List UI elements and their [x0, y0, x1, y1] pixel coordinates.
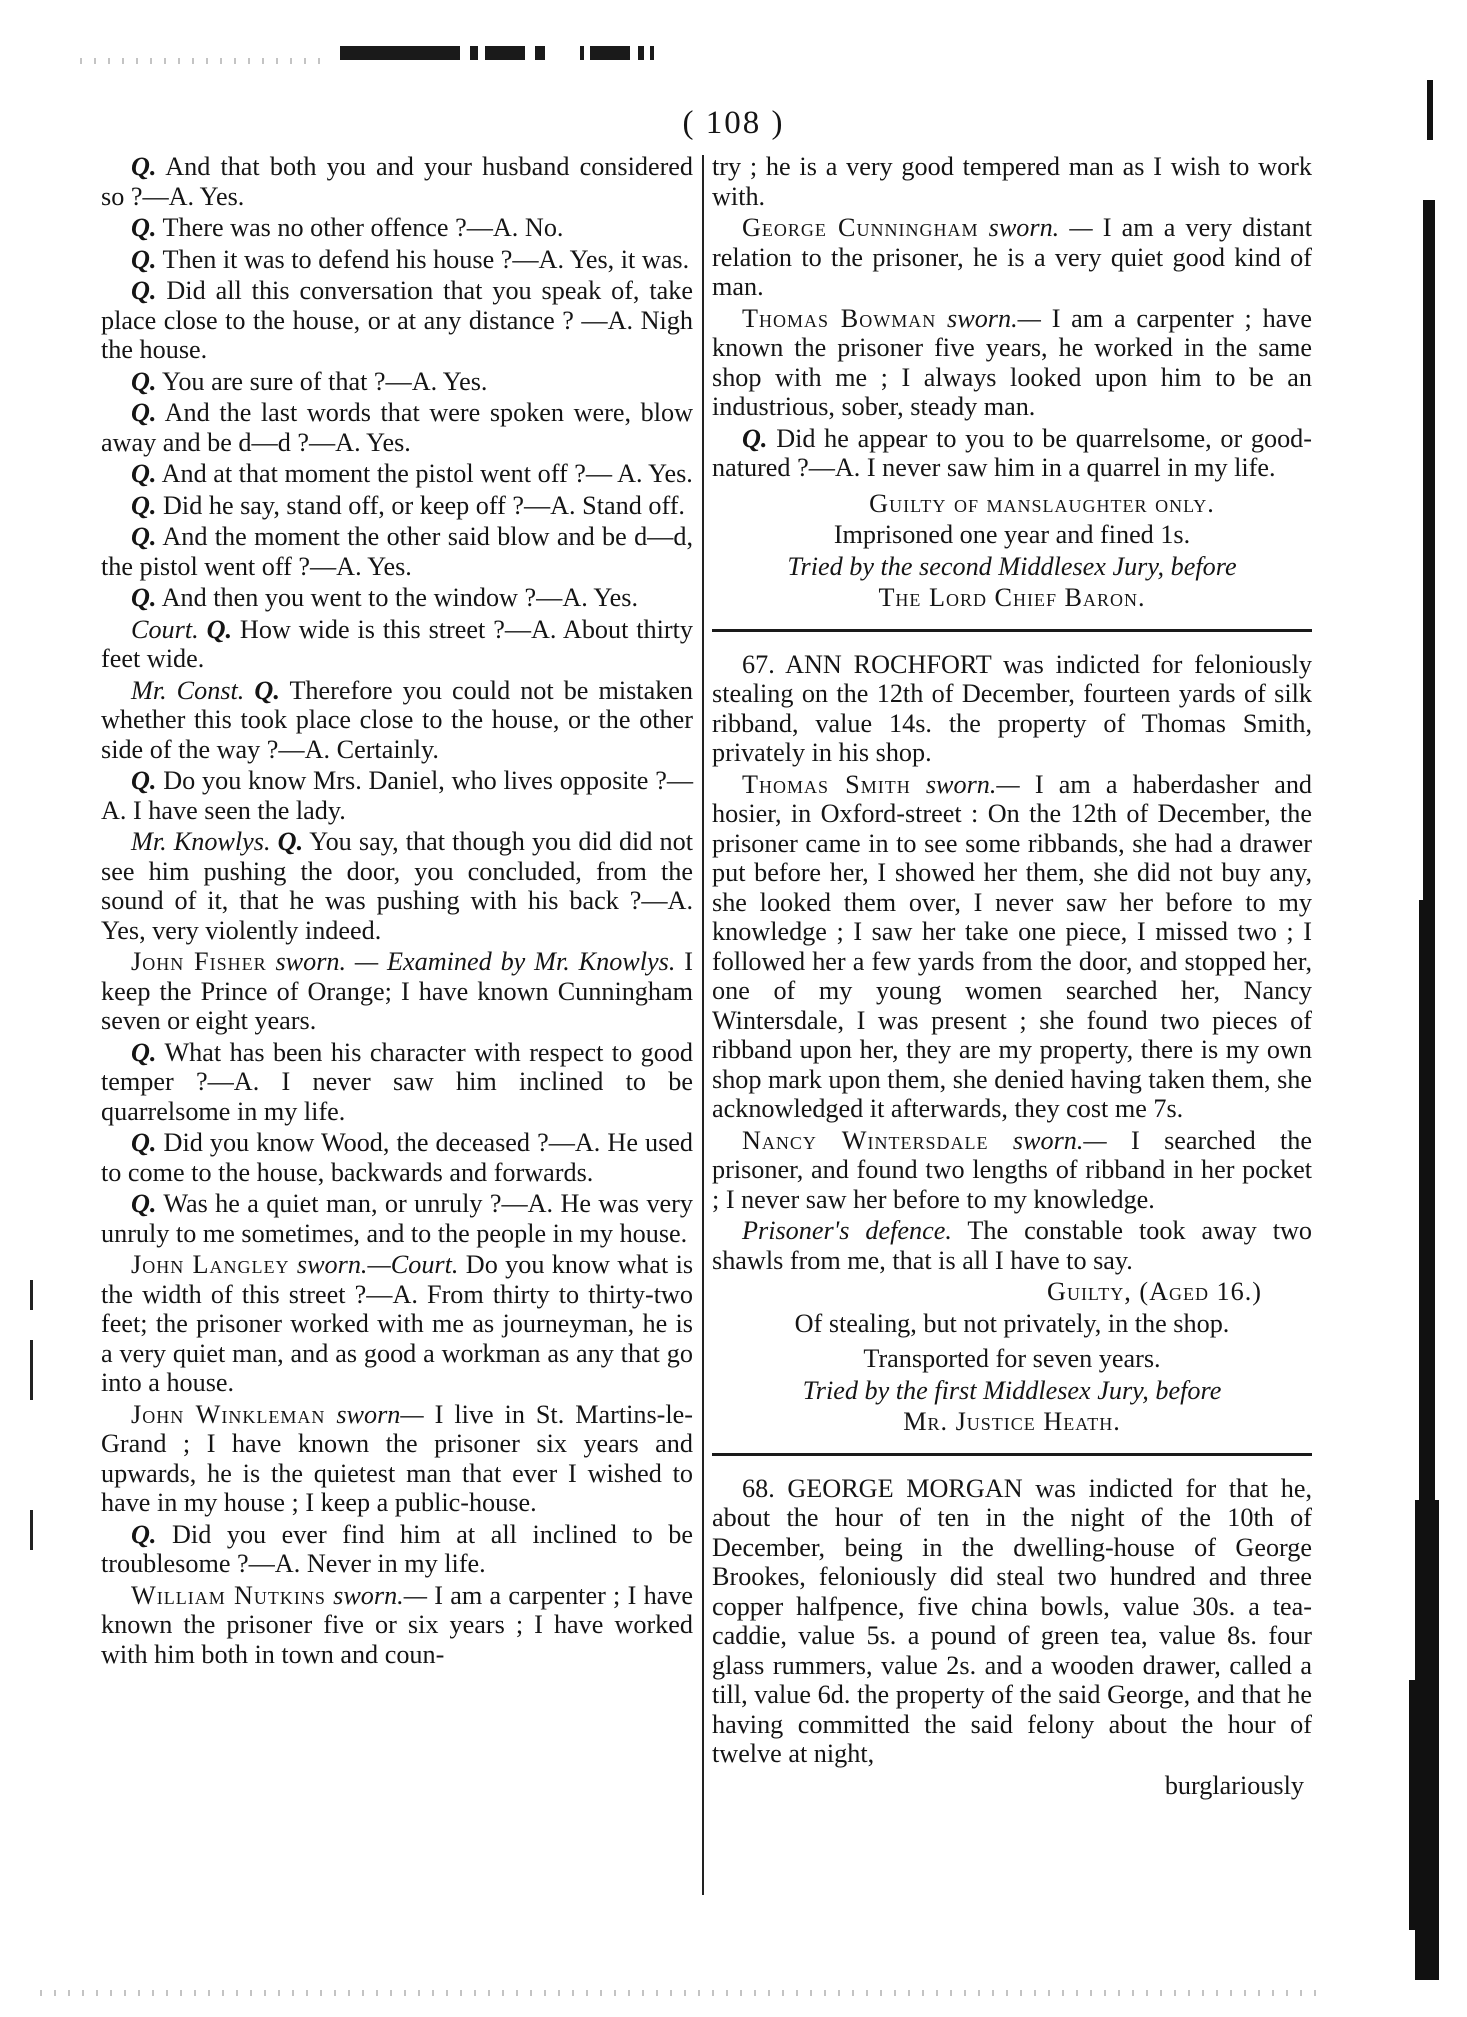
continued-paragraph: try ; he is a very good tempered man as I wish to work with. [712, 152, 1312, 211]
qa-paragraph: Q. And that both you and your husband considered so ?—A. Yes. [101, 152, 694, 211]
qa-paragraph: Q. Then it was to defend his house ?—A. Yes, it was. [131, 244, 690, 274]
case-separator [712, 1453, 1312, 1456]
witness-paragraph: Thomas Bowman sworn.— I am a carpenter ; have known the prisoner five years, he worked in the same shop with me ; I always looked upon him to be an industrious, sober, steady man. [712, 303, 1313, 421]
qa-paragraph: Q. Did you ever find him at all inclined to be troublesome ?—A. Never in my life. [101, 1519, 693, 1578]
left-column [101, 152, 693, 1671]
witness-name: John Langley [131, 1250, 290, 1279]
witness-name: John Winkleman [131, 1399, 326, 1429]
witness-paragraph: John Fisher sworn. — Examined by Mr. Knowlys. I keep the Prince of Orange; I have known Cunningham seven or eight years. [101, 947, 694, 1035]
print-specks-top [80, 58, 330, 64]
qa-paragraph: Q. Did he say, stand off, or keep off ?—A. Stand off. [131, 490, 685, 520]
qa-paragraph: Q. Do you know Mrs. Daniel, who lives opposite ?—A. I have seen the lady. [101, 766, 694, 825]
witness-name: William Nutkins [131, 1580, 326, 1610]
qa-paragraph: Q. Did all this conversation that you speak of, take place close to the house, or at any distance ? —A. Nigh the house. [101, 276, 693, 364]
witness-paragraph: Thomas Smith sworn.— I am a haberdasher and hosier, in Oxford-street : On the 12th of December, the prisoner came in to see some ribbands, she had a drawer put before her, I showed her them, she did not buy any, she looked them over, I never saw her before to my knowledge ; I saw her take one piece, I missed two ; I followed her a few yards from the door, and stopped her, one of my young women searched her, Nancy Wintersdale, I was present ; she found two pieces of ribband upon her, they are my property, there is my own shop mark upon them, she denied having taken them, she acknowledged it afterwards, they cost me 7s. [712, 769, 1313, 1123]
qa-paragraph: Q. Did he appear to you to be quarrelsome, or good-natured ?—A. I never saw him in a quarrel in my life. [712, 423, 1312, 482]
qa-paragraph: Q. And then you went to the window ?—A. Yes. [131, 583, 639, 612]
witness-paragraph: John Langley sworn.—Court. Do you know what is the width of this street ?—A. From thirty to thirty-two feet; the prisoner worked with me as journeyman, he is a very quiet man, and as good a workman as any that go into a house. [101, 1250, 694, 1397]
witness-paragraph: William Nutkins sworn.— I am a carpenter ; I have known the prisoner five or six years ; I have worked with him both in town and coun- [101, 1580, 694, 1669]
qa-paragraph: Q. And the last words that were spoken were, blow away and be d—d ?—A. Yes. [101, 398, 693, 457]
witness-paragraph: John Winkleman sworn— I live in St. Martins-le-Grand ; I have known the prisoner six years and upwards, he is the quietest man that ever I wished to have in my house ; I keep a public-house. [101, 1399, 694, 1517]
margin-mark [30, 1510, 33, 1550]
case-68-intro: 68. GEORGE MORGAN was indicted for that he, about the hour of ten in the night of the 10th of December, being in the dwelling-house of George Brookes, feloniously did steal two hundred and three copper halfpence, five china bowls, value 30s. a tea-caddie, value 5s. a pound of green tea, value 8s. four glass rummers, value 2s. and a wooden drawer, called a till, value 6d. the property of the said George, and that he having committed the said felony about the hour of twelve at night, [712, 1473, 1312, 1768]
print-specks-bottom [40, 1990, 1320, 1996]
witness-name: George Cunningham [742, 213, 979, 242]
column-divider [702, 155, 704, 1895]
qa-paragraph: Mr. Knowlys. Q. You say, that though you did did not see him pushing the door, you concluded, from the sound of it, that he was pushing with his back ?—A. Yes, very violently indeed. [101, 827, 694, 945]
tried-by-66: Tried by the second Middlesex Jury, before [787, 551, 1237, 581]
sentence-67: Transported for seven years. [863, 1344, 1161, 1373]
witness-paragraph: Nancy Wintersdale sworn.— I searched the prisoner, and found two lengths of ribband in her pocket ; I never saw her before to my knowledge. [712, 1125, 1313, 1214]
qa-paragraph: Q. What has been his character with respect to good temper ?—A. I never saw him inclined to be quarrelsome in my life. [101, 1037, 694, 1126]
margin-mark [30, 1340, 33, 1400]
judge-66: The Lord Chief Baron. [878, 583, 1146, 612]
witness-name: Nancy Wintersdale [742, 1125, 989, 1155]
catchword: burglariously [1164, 1770, 1304, 1800]
witness-name: John Fisher [131, 947, 267, 976]
qa-paragraph: Court. Q. How wide is this street ?—A. About thirty feet wide. [101, 614, 693, 673]
page-edge-shadow [1409, 80, 1447, 1990]
verdict-note-67: Of stealing, but not privately, in the shop. [794, 1308, 1230, 1338]
sentence-66: Imprisoned one year and fined 1s. [833, 520, 1191, 549]
margin-mark [30, 1280, 33, 1310]
verdict-66: Guilty of manslaughter only. [869, 488, 1215, 518]
qa-paragraph: Mr. Const. Q. Therefore you could not be mistaken whether this took place close to the house, or the other side of the way ?—A. Certainly. [101, 675, 694, 764]
witness-name: Thomas Smith [742, 769, 911, 799]
witness-name: Thomas Bowman [742, 303, 937, 333]
case-separator [712, 629, 1312, 632]
page-number: ( 108 ) [682, 105, 785, 141]
case-67-intro: 67. ANN ROCHFORT was indicted for feloniously stealing on the 12th of December, fourteen yards of silk ribband, value 14s. the property of Thomas Smith, privately in his shop. [712, 649, 1312, 767]
qa-paragraph: Q. Was he a quiet man, or unruly ?—A. He was very unruly to me sometimes, and to the people in my house. [101, 1189, 693, 1248]
prisoner-defence: Prisoner's defence. The constable took away two shawls from me, that is all I have to say. [712, 1216, 1312, 1275]
judge-67: Mr. Justice Heath. [903, 1407, 1121, 1436]
witness-paragraph: George Cunningham sworn. — I am a very distant relation to the prisoner, he is a very quiet good kind of man. [712, 213, 1313, 301]
qa-paragraph: Q. And the moment the other said blow and be d—d, the pistol went off ?—A. Yes. [101, 522, 693, 581]
right-column [712, 152, 1312, 1802]
qa-paragraph: Q. Did you know Wood, the deceased ?—A. He used to come to the house, backwards and forwards. [101, 1128, 693, 1187]
qa-paragraph: Q. You are sure of that ?—A. Yes. [131, 366, 488, 396]
verdict-67: Guilty, (Aged 16.) [1047, 1277, 1262, 1306]
tried-by-67: Tried by the first Middlesex Jury, before [802, 1375, 1222, 1405]
qa-paragraph: Q. And at that moment the pistol went off ?— A. Yes. [131, 459, 693, 488]
qa-paragraph: Q. There was no other offence ?—A. No. [131, 213, 564, 242]
header-ornament [340, 46, 685, 60]
